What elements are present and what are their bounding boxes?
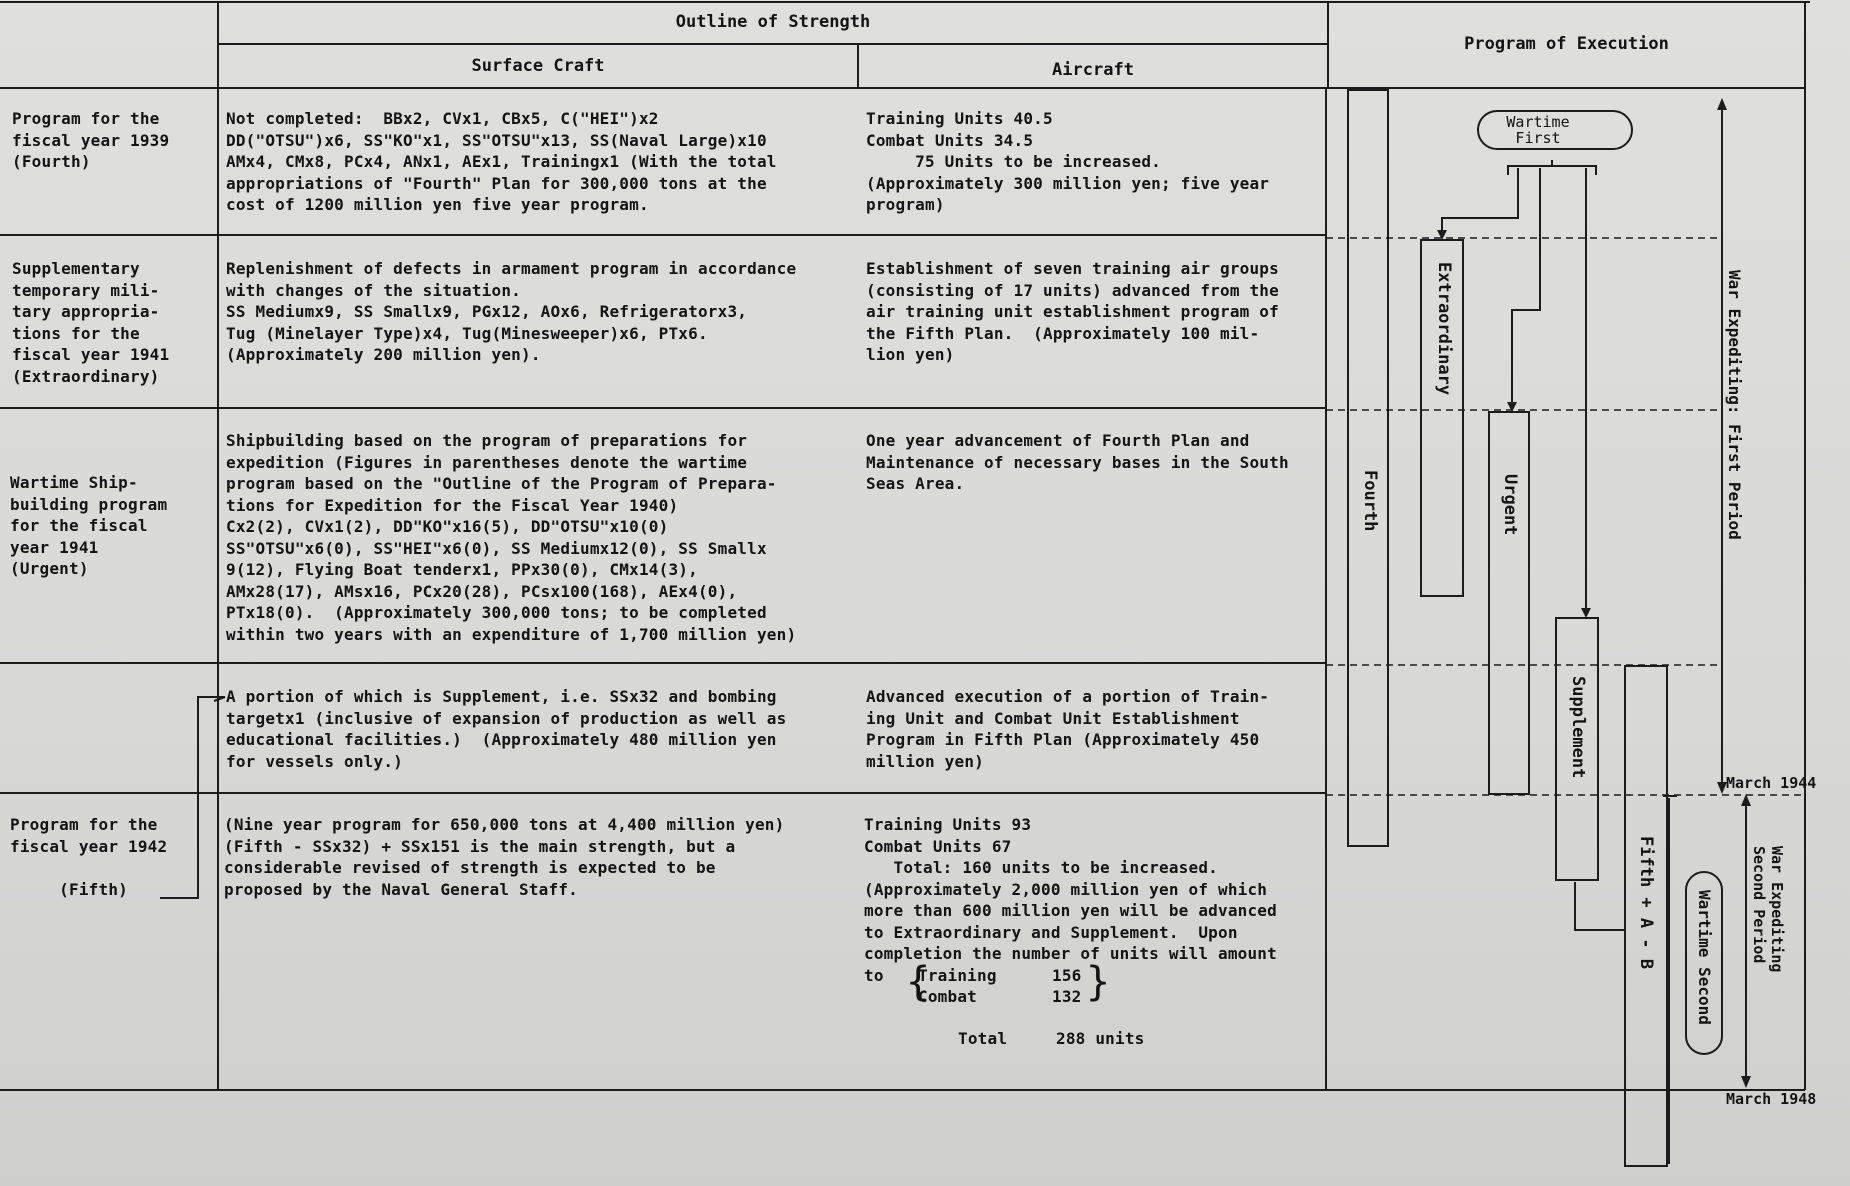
march-1948-label: March 1948: [1726, 1090, 1817, 1108]
row-1939-program: Program for the fiscal year 1939 (Fourth): [12, 109, 170, 171]
row-1941-supplementary-program: Supplementary temporary mili- tary appropria- tions for the fiscal year 1941 (Extraordinary): [12, 259, 170, 386]
row-1939-surface: Not completed: BBx2, CVx1, CBx5, C("HEI")x2 DD("OTSU")x6, SS"KO"x1, SS"OTSU"x13, SS(Naval Large)x10 AMx4, CMx8, PCx4, ANx1, AEx1, Trainingx1 (With the total appropriations of "Fourth" Plan for 300,000 tons at the cost of 1200 million yen five year program.: [226, 109, 777, 214]
header-surface-craft: Surface Craft: [471, 56, 605, 76]
row-supplement-surface: A portion of which is Supplement, i.e. SSx32 and bombing targetx1 (inclusive of expansion of production as well as educational facilities.) (Approximately 480 million yen for vessels only.): [226, 687, 787, 771]
wartime-second-label: Wartime Second: [1695, 890, 1714, 1025]
row-supplement-aircraft: Advanced execution of a portion of Train- ing Unit and Combat Unit Establishment Program in Fifth Plan (Approximately 450 million yen): [866, 687, 1270, 771]
aircraft-training-label: Training: [918, 966, 997, 985]
row-1941-wartime-aircraft: One year advancement of Fourth Plan and Maintenance of necessary bases in the South Seas Area.: [866, 431, 1289, 493]
war-expediting-first-label: War Expediting: First Period: [1725, 270, 1744, 540]
bar-extraordinary-label: Extraordinary: [1434, 262, 1454, 396]
row-1942-aircraft: Training Units 93 Combat Units 67 Total: 160 units to be increased. (Approximately 2,000 million yen of which more than 600 million yen will be advanced to Extraordinary and Supplement. Upon completion the number of units will amount to: [864, 815, 1277, 985]
aircraft-total-label: Total: [958, 1029, 1008, 1048]
header-outline-of-strength: Outline of Strength: [675, 12, 871, 32]
row-1941-wartime-program: Wartime Ship- building program for the fiscal year 1941 (Urgent): [10, 473, 168, 578]
war-expediting-second-label-1: War Expediting: [1768, 846, 1786, 973]
bar-fifth-ab-label: Fifth + A - B: [1636, 836, 1656, 970]
row-1941-wartime-surface: Shipbuilding based on the program of preparations for expedition (Figures in parentheses denote the wartime program based on the "Outline of the Program of Prepara- tions for Expedition for the Fiscal Year 1940) Cx2(2), CVx1(2), DD"KO"x16(5), DD"OTSU"x10(0) SS"OTSU"x6(0), SS"HEI"x6(0), SS Mediumx12(0), SS Smallx 9(12), Flying Boat tenderx1, PPx30(0), CMx14(3), AMx28(17), AMsx16, PCx20(28), PCsx100(168), AEx4(0), PTx18(0). (Approximately 300,000 tons; to be completed within two years with an expenditure of 1,700 million yen): [226, 431, 797, 644]
aircraft-combat-value: 132: [1052, 987, 1082, 1006]
bar-urgent-label: Urgent: [1500, 474, 1520, 536]
wartime-first-label: Wartime First: [1506, 113, 1570, 147]
row-1939-aircraft: Training Units 40.5 Combat Units 34.5 75 Units to be increased. (Approximately 300 million yen; five year program): [866, 109, 1270, 214]
war-expediting-second-label-2: Second Period: [1750, 846, 1768, 964]
aircraft-training-value: 156: [1052, 966, 1082, 985]
aircraft-brace-close: }: [1086, 959, 1111, 1005]
row-1941-supplementary-surface: Replenishment of defects in armament program in accordance with changes of the situation. SS Mediumx9, SS Smallx9, PGx12, AOx6, Refrigeratorx3, Tug (Minelayer Type)x4, Tug(Minesweeper)x6, PTx6. (Approximately 200 million yen).: [226, 259, 797, 364]
header-aircraft: Aircraft: [1052, 60, 1134, 80]
aircraft-combat-label: Combat: [918, 987, 977, 1006]
row-1942-surface: (Nine year program for 650,000 tons at 4,400 million yen) (Fifth - SSx32) + SSx151 is the main strength, but a considerable revised of strength is expected to be proposed by the Naval General Staff.: [224, 815, 785, 899]
header-program-of-execution: Program of Execution: [1464, 34, 1669, 54]
row-1942-program: Program for the fiscal year 1942 (Fifth): [10, 815, 168, 899]
aircraft-total-value: 288 units: [1056, 1029, 1145, 1048]
bar-fourth-label: Fourth: [1360, 470, 1380, 532]
march-1944-label: March 1944: [1726, 774, 1817, 792]
bar-supplement-label: Supplement: [1568, 676, 1588, 779]
aircraft-brace: {: [906, 959, 931, 1005]
row-1941-supplementary-aircraft: Establishment of seven training air groups (consisting of 17 units) advanced from the air training unit establishment program of the Fifth Plan. (Approximately 100 mil- lion yen): [866, 259, 1279, 364]
